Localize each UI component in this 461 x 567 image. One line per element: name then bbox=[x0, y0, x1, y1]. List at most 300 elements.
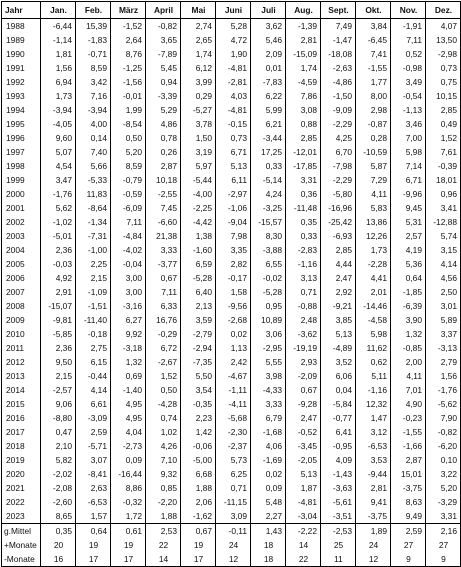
value-cell: 4,09 bbox=[321, 453, 356, 467]
value-cell: 7,61 bbox=[426, 145, 461, 159]
value-cell: -3,88 bbox=[251, 243, 286, 257]
value-cell: 3,62 bbox=[251, 19, 286, 34]
value-cell: 4,56 bbox=[426, 271, 461, 285]
value-cell: 0,36 bbox=[286, 187, 321, 201]
value-cell: 11,62 bbox=[356, 341, 391, 355]
value-cell: 0,47 bbox=[41, 425, 76, 439]
value-cell: 4,44 bbox=[321, 257, 356, 271]
table-row bbox=[2, 89, 461, 103]
value-cell: 7,41 bbox=[356, 47, 391, 61]
value-cell: 0,33 bbox=[251, 159, 286, 173]
table-row bbox=[2, 75, 461, 89]
value-cell: 7,11 bbox=[391, 33, 426, 47]
value-cell: -1,40 bbox=[111, 383, 146, 397]
value-cell: 2,65 bbox=[181, 33, 216, 47]
year-cell: 2018 bbox=[2, 439, 41, 453]
value-cell: -0,32 bbox=[111, 495, 146, 509]
table-row bbox=[2, 243, 461, 257]
value-cell: 2,00 bbox=[391, 355, 426, 369]
value-cell: 0,71 bbox=[216, 481, 251, 495]
summary-value: 19 bbox=[111, 538, 146, 552]
value-cell: 4,19 bbox=[391, 243, 426, 257]
value-cell: 5,97 bbox=[181, 159, 216, 173]
value-cell: -2,98 bbox=[426, 47, 461, 61]
year-cell: 1988 bbox=[2, 19, 41, 34]
value-cell: -2,79 bbox=[181, 327, 216, 341]
summary-value: 22 bbox=[146, 538, 181, 552]
value-cell: 5,66 bbox=[76, 159, 111, 173]
value-cell: -0,03 bbox=[41, 257, 76, 271]
value-cell: 4,41 bbox=[356, 271, 391, 285]
value-cell: -0,04 bbox=[111, 257, 146, 271]
value-cell: -11,48 bbox=[286, 201, 321, 215]
value-cell: -1,85 bbox=[391, 285, 426, 299]
value-cell: -16,96 bbox=[321, 201, 356, 215]
year-cell: 2008 bbox=[2, 299, 41, 313]
value-cell: 5,55 bbox=[251, 355, 286, 369]
table-row bbox=[2, 229, 461, 243]
value-cell: 6,70 bbox=[321, 145, 356, 159]
summary-value: 25 bbox=[321, 538, 356, 552]
value-cell: 7,29 bbox=[356, 173, 391, 187]
value-cell: -3,09 bbox=[76, 411, 111, 425]
value-cell: 3,31 bbox=[286, 173, 321, 187]
value-cell: -5,00 bbox=[181, 453, 216, 467]
header-row bbox=[2, 2, 461, 19]
value-cell: 2,01 bbox=[356, 285, 391, 299]
value-cell: -5,62 bbox=[426, 397, 461, 411]
value-cell: 4,26 bbox=[146, 439, 181, 453]
value-cell: -4,59 bbox=[286, 75, 321, 89]
value-cell: -4,89 bbox=[321, 341, 356, 355]
table-row bbox=[2, 495, 461, 509]
value-cell: -2,73 bbox=[111, 439, 146, 453]
table-row bbox=[2, 439, 461, 453]
value-cell: 3,13 bbox=[286, 271, 321, 285]
year-cell: 2019 bbox=[2, 453, 41, 467]
value-cell: -1,43 bbox=[321, 467, 356, 481]
value-cell: 3,12 bbox=[356, 425, 391, 439]
value-cell: 2,27 bbox=[251, 509, 286, 524]
value-cell: -2,25 bbox=[181, 201, 216, 215]
value-cell: 12,26 bbox=[356, 229, 391, 243]
summary-value: 17 bbox=[76, 552, 111, 567]
value-cell: 3,78 bbox=[181, 117, 216, 131]
table-row bbox=[2, 425, 461, 439]
value-cell: 3,08 bbox=[286, 103, 321, 117]
value-cell: -3,77 bbox=[146, 257, 181, 271]
summary-value: 14 bbox=[286, 538, 321, 552]
value-cell: -16,44 bbox=[111, 467, 146, 481]
value-cell: 4,72 bbox=[216, 33, 251, 47]
value-cell: 0,01 bbox=[251, 61, 286, 75]
value-cell: 4,03 bbox=[216, 89, 251, 103]
value-cell: 7,00 bbox=[391, 131, 426, 145]
value-cell: 6,55 bbox=[251, 257, 286, 271]
value-cell: 1,42 bbox=[181, 425, 216, 439]
table-row bbox=[2, 341, 461, 355]
value-cell: 3,52 bbox=[321, 355, 356, 369]
value-cell: 15,01 bbox=[391, 467, 426, 481]
value-cell: 11,83 bbox=[76, 187, 111, 201]
value-cell: -1,25 bbox=[111, 61, 146, 75]
value-cell: -0,44 bbox=[76, 369, 111, 383]
value-cell: -2,28 bbox=[356, 257, 391, 271]
value-cell: 13,86 bbox=[356, 215, 391, 229]
value-cell: -1,51 bbox=[76, 299, 111, 313]
value-cell: 3,01 bbox=[426, 299, 461, 313]
value-cell: 5,89 bbox=[426, 313, 461, 327]
table-row bbox=[2, 313, 461, 327]
value-cell: 5,98 bbox=[356, 327, 391, 341]
value-cell: 5,74 bbox=[426, 229, 461, 243]
value-cell: -0,52 bbox=[286, 425, 321, 439]
value-cell: 10,18 bbox=[146, 173, 181, 187]
year-cell: 2011 bbox=[2, 341, 41, 355]
value-cell: -5,44 bbox=[181, 173, 216, 187]
value-cell: -2,83 bbox=[286, 243, 321, 257]
value-cell: 1,56 bbox=[41, 61, 76, 75]
header-cell-jan: Jan. bbox=[41, 2, 76, 19]
value-cell: 9,06 bbox=[41, 397, 76, 411]
value-cell: -19,19 bbox=[286, 341, 321, 355]
value-cell: -0,54 bbox=[391, 89, 426, 103]
value-cell: 7,16 bbox=[76, 89, 111, 103]
value-cell: -0,82 bbox=[426, 425, 461, 439]
value-cell: -9,81 bbox=[41, 313, 76, 327]
value-cell: -2,30 bbox=[216, 425, 251, 439]
value-cell: -6,60 bbox=[146, 215, 181, 229]
summary-value: 0,61 bbox=[111, 524, 146, 539]
value-cell: -5,33 bbox=[76, 173, 111, 187]
value-cell: 1,57 bbox=[76, 509, 111, 524]
value-cell: 6,11 bbox=[216, 173, 251, 187]
value-cell: -6,39 bbox=[391, 299, 426, 313]
summary-value: 18 bbox=[251, 552, 286, 567]
value-cell: -1,55 bbox=[391, 425, 426, 439]
value-cell: 2,81 bbox=[286, 33, 321, 47]
value-cell: 3,15 bbox=[426, 243, 461, 257]
value-cell: -3,63 bbox=[321, 481, 356, 495]
value-cell: -1,52 bbox=[111, 19, 146, 34]
value-cell: -4,86 bbox=[321, 75, 356, 89]
value-cell: -11,40 bbox=[76, 313, 111, 327]
value-cell: 6,71 bbox=[391, 173, 426, 187]
value-cell: -1,14 bbox=[41, 33, 76, 47]
header-cell-jul: Juli bbox=[251, 2, 286, 19]
value-cell: -1,83 bbox=[76, 33, 111, 47]
value-cell: 2,87 bbox=[146, 159, 181, 173]
value-cell: 0,14 bbox=[76, 131, 111, 145]
summary-value: 0,35 bbox=[41, 524, 76, 539]
value-cell: -5,84 bbox=[321, 397, 356, 411]
value-cell: 2,15 bbox=[76, 271, 111, 285]
value-cell: 2,87 bbox=[391, 453, 426, 467]
value-cell: 0,73 bbox=[216, 131, 251, 145]
year-cell: 1995 bbox=[2, 117, 41, 131]
value-cell: -11,15 bbox=[216, 495, 251, 509]
value-cell: -15,57 bbox=[251, 215, 286, 229]
header-cell-year: Jahr bbox=[2, 2, 41, 19]
value-cell: 4,14 bbox=[76, 383, 111, 397]
value-cell: -3,94 bbox=[41, 103, 76, 117]
year-cell: 2022 bbox=[2, 495, 41, 509]
value-cell: -3,18 bbox=[111, 341, 146, 355]
value-cell: -7,89 bbox=[146, 47, 181, 61]
value-cell: 4,04 bbox=[111, 425, 146, 439]
header-cell-nov: Nov. bbox=[391, 2, 426, 19]
value-cell: -4,58 bbox=[356, 313, 391, 327]
table-row bbox=[2, 215, 461, 229]
value-cell: -4,02 bbox=[111, 243, 146, 257]
value-cell: -0,29 bbox=[146, 327, 181, 341]
summary-value: 2,16 bbox=[426, 524, 461, 539]
value-cell: 2,23 bbox=[181, 411, 216, 425]
value-cell: 0,73 bbox=[426, 61, 461, 75]
value-cell: 2,50 bbox=[426, 285, 461, 299]
value-cell: 0,67 bbox=[286, 383, 321, 397]
header-cell-aug: Aug. bbox=[286, 2, 321, 19]
value-cell: 1,74 bbox=[181, 47, 216, 61]
value-cell: -2,94 bbox=[181, 341, 216, 355]
value-cell: -2,97 bbox=[216, 187, 251, 201]
table-row bbox=[2, 397, 461, 411]
value-cell: -3,62 bbox=[286, 327, 321, 341]
year-cell: 2004 bbox=[2, 243, 41, 257]
value-cell: 0,71 bbox=[286, 285, 321, 299]
value-cell: 3,53 bbox=[356, 453, 391, 467]
year-cell: 1989 bbox=[2, 33, 41, 47]
value-cell: 0,67 bbox=[146, 271, 181, 285]
value-cell: 7,11 bbox=[111, 215, 146, 229]
table-body bbox=[2, 19, 461, 524]
header-cell-feb: Feb. bbox=[76, 2, 111, 19]
value-cell: 5,29 bbox=[146, 103, 181, 117]
year-cell: 2014 bbox=[2, 383, 41, 397]
summary-value: 9 bbox=[391, 552, 426, 567]
value-cell: -8,64 bbox=[76, 201, 111, 215]
value-cell: 6,68 bbox=[181, 467, 216, 481]
value-cell: -4,84 bbox=[111, 229, 146, 243]
value-cell: -4,05 bbox=[41, 117, 76, 131]
value-cell: 2,85 bbox=[426, 103, 461, 117]
value-cell: 3,06 bbox=[251, 327, 286, 341]
value-cell: -1,69 bbox=[251, 453, 286, 467]
value-cell: -9,44 bbox=[356, 467, 391, 481]
value-cell: -1,62 bbox=[181, 509, 216, 524]
value-cell: 0,28 bbox=[356, 131, 391, 145]
value-cell: 0,88 bbox=[286, 117, 321, 131]
value-cell: -0,82 bbox=[146, 19, 181, 34]
value-cell: 0,33 bbox=[286, 229, 321, 243]
summary-value: 19 bbox=[181, 538, 216, 552]
header-cell-jun: Juni bbox=[216, 2, 251, 19]
value-cell: 15,39 bbox=[76, 19, 111, 34]
value-cell: 3,85 bbox=[321, 313, 356, 327]
value-cell: 1,13 bbox=[216, 341, 251, 355]
year-cell: 1991 bbox=[2, 61, 41, 75]
summary-value: 27 bbox=[426, 538, 461, 552]
value-cell: -2,05 bbox=[286, 453, 321, 467]
header-cell-apr: April bbox=[146, 2, 181, 19]
value-cell: 12,32 bbox=[356, 397, 391, 411]
header-cell-oct: Okt. bbox=[356, 2, 391, 19]
value-cell: -5,14 bbox=[251, 173, 286, 187]
value-cell: 3,41 bbox=[426, 201, 461, 215]
value-cell: 3,00 bbox=[111, 271, 146, 285]
summary-value: 0,64 bbox=[76, 524, 111, 539]
value-cell: -10,59 bbox=[356, 145, 391, 159]
value-cell: 4,24 bbox=[251, 187, 286, 201]
value-cell: 5,13 bbox=[286, 467, 321, 481]
year-cell: 1998 bbox=[2, 159, 41, 173]
table-row bbox=[2, 509, 461, 524]
value-cell: 2,92 bbox=[321, 285, 356, 299]
value-cell: 8,65 bbox=[41, 509, 76, 524]
year-cell: 2023 bbox=[2, 509, 41, 524]
value-cell: -3,45 bbox=[286, 439, 321, 453]
value-cell: 3,42 bbox=[76, 75, 111, 89]
value-cell: -15,09 bbox=[286, 47, 321, 61]
value-cell: 3,49 bbox=[391, 75, 426, 89]
value-cell: -5,71 bbox=[76, 439, 111, 453]
value-cell: -1,06 bbox=[216, 201, 251, 215]
value-cell: -5,27 bbox=[181, 103, 216, 117]
value-cell: -0,77 bbox=[321, 411, 356, 425]
value-cell: 0,02 bbox=[216, 327, 251, 341]
summary-value: 1,89 bbox=[356, 524, 391, 539]
summary-value: 12 bbox=[216, 552, 251, 567]
value-cell: 6,61 bbox=[76, 397, 111, 411]
value-cell: -0,18 bbox=[76, 327, 111, 341]
value-cell: -2,20 bbox=[146, 495, 181, 509]
value-cell: -0,88 bbox=[286, 299, 321, 313]
value-cell: 1,38 bbox=[181, 229, 216, 243]
value-cell: -9,09 bbox=[321, 103, 356, 117]
value-cell: 6,25 bbox=[216, 467, 251, 481]
summary-value: 22 bbox=[286, 552, 321, 567]
value-cell: -8,80 bbox=[41, 411, 76, 425]
value-cell: 0,10 bbox=[426, 453, 461, 467]
value-cell: -2,67 bbox=[146, 355, 181, 369]
value-cell: -6,45 bbox=[356, 33, 391, 47]
value-cell: 3,65 bbox=[146, 33, 181, 47]
value-cell: -3,13 bbox=[426, 341, 461, 355]
value-cell: 6,15 bbox=[76, 355, 111, 369]
year-cell: 2000 bbox=[2, 187, 41, 201]
value-cell: -0,17 bbox=[216, 271, 251, 285]
value-cell: -9,56 bbox=[216, 299, 251, 313]
year-cell: 1996 bbox=[2, 131, 41, 145]
value-cell: 3,31 bbox=[426, 509, 461, 524]
value-cell: -5,85 bbox=[41, 327, 76, 341]
value-cell: 6,21 bbox=[251, 117, 286, 131]
value-cell: 7,11 bbox=[146, 285, 181, 299]
value-cell: -4,28 bbox=[146, 397, 181, 411]
value-cell: 4,95 bbox=[111, 411, 146, 425]
value-cell: -3,75 bbox=[356, 509, 391, 524]
value-cell: -1,66 bbox=[391, 439, 426, 453]
value-cell: 2,15 bbox=[41, 369, 76, 383]
value-cell: -1,68 bbox=[251, 425, 286, 439]
value-cell: -4,81 bbox=[216, 103, 251, 117]
value-cell: 9,50 bbox=[41, 355, 76, 369]
value-cell: -4,33 bbox=[251, 383, 286, 397]
value-cell: 5,82 bbox=[41, 453, 76, 467]
value-cell: 0,69 bbox=[111, 369, 146, 383]
year-cell: 2006 bbox=[2, 271, 41, 285]
value-cell: 5,48 bbox=[251, 495, 286, 509]
year-cell: 1992 bbox=[2, 75, 41, 89]
value-cell: -0,85 bbox=[391, 341, 426, 355]
value-cell: 2,13 bbox=[181, 299, 216, 313]
value-cell: 21,38 bbox=[146, 229, 181, 243]
value-cell: 1,56 bbox=[426, 369, 461, 383]
value-cell: -1,76 bbox=[41, 187, 76, 201]
value-cell: -3,75 bbox=[391, 481, 426, 495]
value-cell: 4,86 bbox=[146, 117, 181, 131]
value-cell: 3,07 bbox=[76, 453, 111, 467]
table-row bbox=[2, 299, 461, 313]
table-row bbox=[2, 145, 461, 159]
value-cell: 7,45 bbox=[146, 201, 181, 215]
value-cell: -1,91 bbox=[391, 19, 426, 34]
value-cell: 4,14 bbox=[426, 257, 461, 271]
year-cell: 2020 bbox=[2, 467, 41, 481]
value-cell: 0,02 bbox=[251, 467, 286, 481]
value-cell: 2,06 bbox=[181, 495, 216, 509]
value-cell: 2,09 bbox=[251, 47, 286, 61]
value-cell: -3,29 bbox=[426, 495, 461, 509]
value-cell: -7,31 bbox=[76, 229, 111, 243]
value-cell: -5,68 bbox=[216, 411, 251, 425]
summary-value: 18 bbox=[251, 538, 286, 552]
value-cell: 8,00 bbox=[356, 89, 391, 103]
value-cell: 1,02 bbox=[146, 425, 181, 439]
value-cell: -7,98 bbox=[321, 159, 356, 173]
value-cell: -2,09 bbox=[286, 369, 321, 383]
table-row bbox=[2, 285, 461, 299]
summary-value: -0,11 bbox=[216, 524, 251, 539]
value-cell: -2,55 bbox=[146, 187, 181, 201]
value-cell: 2,74 bbox=[181, 19, 216, 34]
value-cell: -6,44 bbox=[41, 19, 76, 34]
value-cell: -3,16 bbox=[111, 299, 146, 313]
table-row bbox=[2, 481, 461, 495]
value-cell: 10,89 bbox=[251, 313, 286, 327]
value-cell: 5,28 bbox=[216, 19, 251, 34]
value-cell: 5,07 bbox=[41, 145, 76, 159]
value-cell: -0,01 bbox=[111, 89, 146, 103]
value-cell: -2,81 bbox=[216, 75, 251, 89]
value-cell: 3,33 bbox=[251, 397, 286, 411]
value-cell: -18,08 bbox=[321, 47, 356, 61]
value-cell: -2,08 bbox=[41, 481, 76, 495]
header-cell-may: Mai bbox=[181, 2, 216, 19]
table-row bbox=[2, 411, 461, 425]
value-cell: 8,59 bbox=[111, 159, 146, 173]
value-cell: 3,37 bbox=[426, 327, 461, 341]
value-cell: 3,47 bbox=[41, 173, 76, 187]
value-cell: 0,29 bbox=[181, 89, 216, 103]
table-row bbox=[2, 369, 461, 383]
value-cell: -5,28 bbox=[181, 271, 216, 285]
table-row bbox=[2, 257, 461, 271]
value-cell: 2,79 bbox=[426, 355, 461, 369]
value-cell: 5,20 bbox=[426, 481, 461, 495]
value-cell: 2,42 bbox=[216, 355, 251, 369]
value-cell: 5,83 bbox=[356, 201, 391, 215]
